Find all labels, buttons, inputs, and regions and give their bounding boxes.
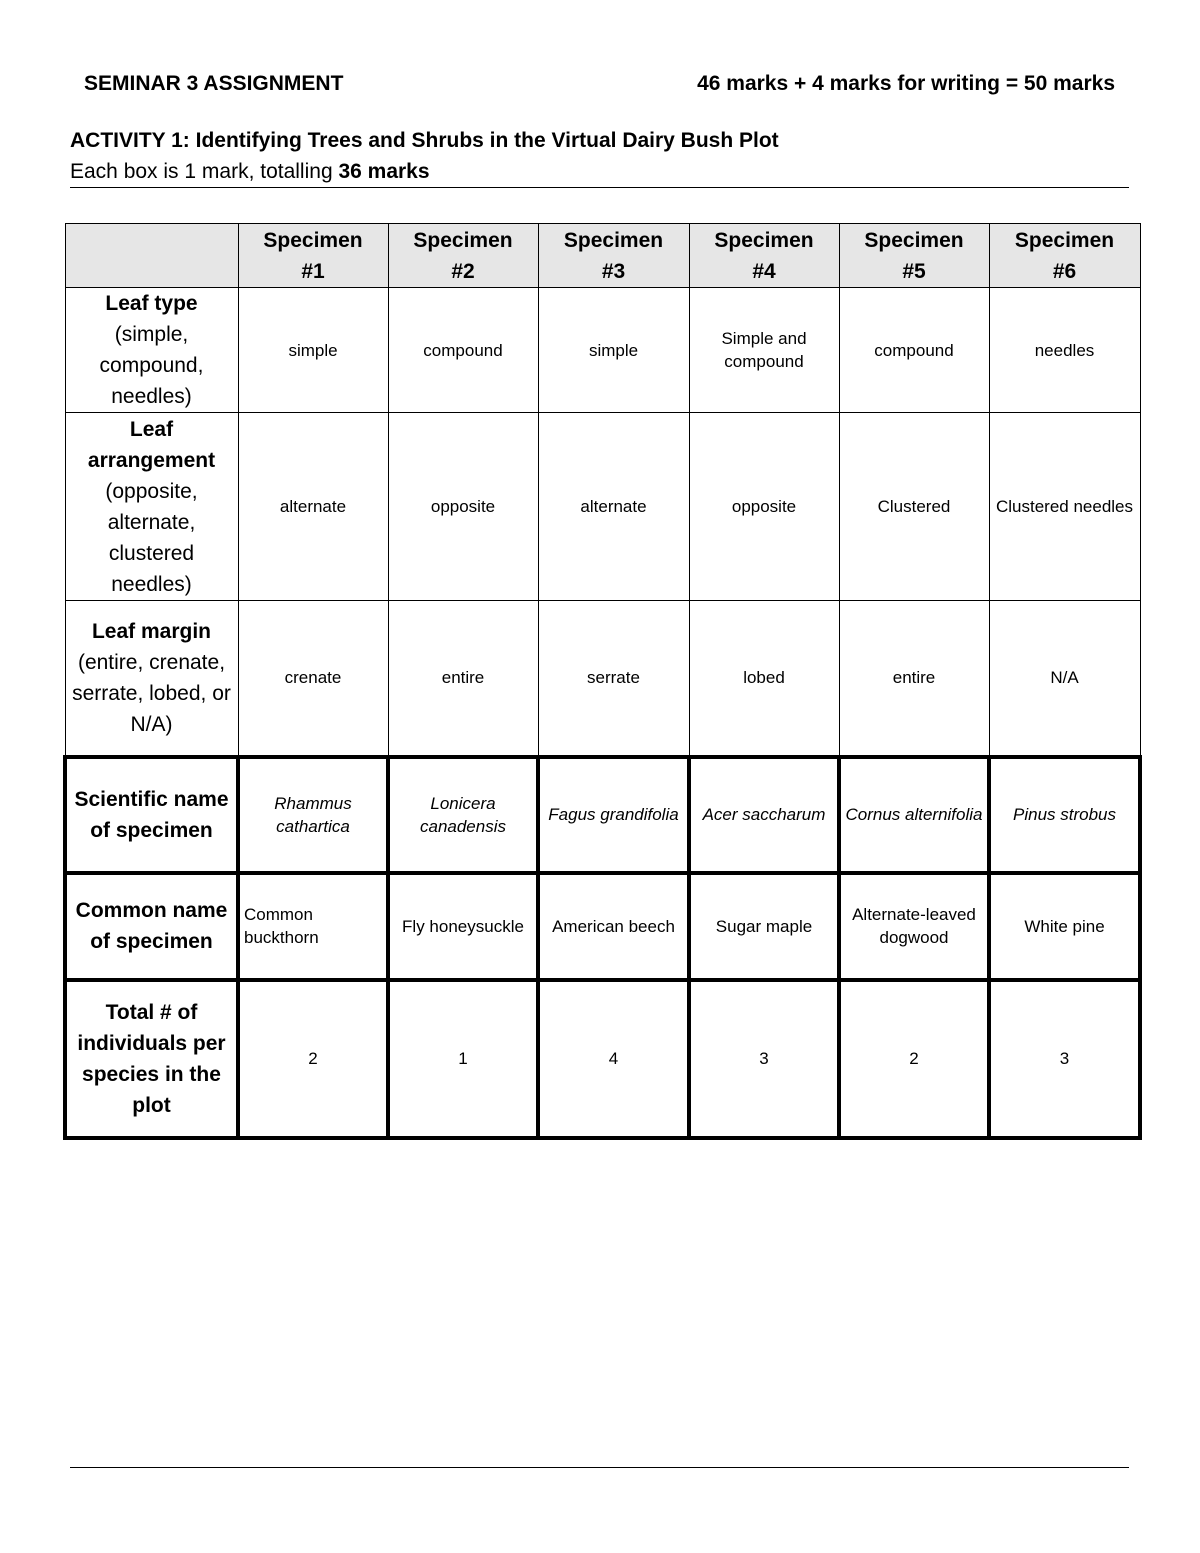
table-row-leaf-margin bbox=[65, 601, 1140, 757]
column-header-number: #4 bbox=[752, 259, 776, 283]
assignment-title: SEMINAR 3 ASSIGNMENT bbox=[84, 72, 344, 95]
table-cell: Clustered bbox=[839, 413, 989, 601]
table-cell: Fagus grandifolia bbox=[538, 757, 689, 873]
column-header-label: Specimen bbox=[563, 228, 664, 252]
table-cell: compound bbox=[388, 288, 538, 413]
table-row-leaf-type bbox=[65, 288, 1140, 413]
row-header-bold: Leaf type bbox=[105, 292, 198, 315]
column-header-label: Specimen bbox=[413, 228, 513, 252]
table-cell: alternate bbox=[538, 413, 689, 601]
row-header-leaf-arrangement bbox=[65, 413, 238, 601]
row-header-options: (entire, crenate, serrate, lobed, or N/A) bbox=[72, 650, 231, 736]
row-header-common-name: Common name of specimen bbox=[65, 873, 238, 980]
row-header-options: (opposite, alternate, clustered needles) bbox=[105, 479, 198, 596]
table-cell: simple bbox=[238, 288, 388, 413]
table-cell: simple bbox=[538, 288, 689, 413]
table-corner-cell bbox=[65, 224, 238, 288]
table-cell: Sugar maple bbox=[689, 873, 839, 980]
row-header-options: (simple, compound, needles) bbox=[99, 323, 204, 408]
table-cell: Rhammus cathartica bbox=[238, 757, 388, 873]
table-cell: Common buckthorn bbox=[238, 873, 388, 980]
table-cell: entire bbox=[839, 601, 989, 757]
table-cell: Pinus strobus bbox=[989, 757, 1140, 873]
column-header-number: #6 bbox=[1052, 259, 1077, 283]
activity-subtitle-marks: 36 marks bbox=[338, 160, 430, 183]
bottom-divider bbox=[70, 1467, 1129, 1468]
specimen-table bbox=[63, 223, 1142, 1140]
column-header-label: Specimen bbox=[263, 228, 363, 252]
table-cell: Acer saccharum bbox=[689, 757, 839, 873]
column-header-label: Specimen bbox=[714, 228, 814, 252]
table-row-common-name bbox=[65, 873, 1140, 980]
column-header-specimen-3 bbox=[538, 224, 689, 288]
table-cell: alternate bbox=[238, 413, 388, 601]
column-header-label: Specimen bbox=[864, 228, 964, 252]
table-cell: American beech bbox=[538, 873, 689, 980]
column-header-number: #5 bbox=[902, 259, 926, 283]
column-header-number: #2 bbox=[451, 259, 475, 283]
table-cell: 1 bbox=[388, 980, 538, 1138]
table-cell: Clustered needles bbox=[989, 413, 1140, 601]
table-cell: 2 bbox=[238, 980, 388, 1138]
marks-summary: 46 marks + 4 marks for writing = 50 marks bbox=[697, 72, 1115, 95]
column-header-number: #3 bbox=[601, 259, 626, 283]
column-header-specimen-5 bbox=[839, 224, 989, 288]
table-row-total-individuals bbox=[65, 980, 1140, 1138]
row-header-leaf-type bbox=[65, 288, 238, 413]
activity-subtitle bbox=[70, 160, 430, 184]
column-header-number: #1 bbox=[301, 259, 325, 283]
column-header-specimen-4 bbox=[689, 224, 839, 288]
column-header-label: Specimen bbox=[1014, 228, 1115, 252]
table-cell: needles bbox=[989, 288, 1140, 413]
table-cell: opposite bbox=[689, 413, 839, 601]
table-cell: Fly honeysuckle bbox=[388, 873, 538, 980]
table-header-row bbox=[65, 224, 1140, 288]
table-cell: 2 bbox=[839, 980, 989, 1138]
table-row-leaf-arrangement bbox=[65, 413, 1140, 601]
table-cell: Simple and compound bbox=[689, 288, 839, 413]
table-cell: crenate bbox=[238, 601, 388, 757]
top-divider bbox=[70, 187, 1129, 188]
row-header-scientific-name: Scientific name of specimen bbox=[65, 757, 238, 873]
activity-subtitle-text: Each box is 1 mark, totalling bbox=[70, 160, 339, 183]
table-cell: serrate bbox=[538, 601, 689, 757]
table-cell: entire bbox=[388, 601, 538, 757]
activity-title: ACTIVITY 1: Identifying Trees and Shrubs in the Virtual Dairy Bush Plot bbox=[70, 129, 779, 152]
table-cell: N/A bbox=[989, 601, 1140, 757]
table-cell: Cornus alternifolia bbox=[839, 757, 989, 873]
table-cell: 4 bbox=[538, 980, 689, 1138]
row-header-leaf-margin bbox=[65, 601, 238, 757]
row-header-total-individuals: Total # of individuals per species in the plot bbox=[65, 980, 238, 1138]
column-header-specimen-1 bbox=[238, 224, 388, 288]
table-cell: Alternate-leaved dogwood bbox=[839, 873, 989, 980]
table-cell: 3 bbox=[989, 980, 1140, 1138]
table-cell: Lonicera canadensis bbox=[388, 757, 538, 873]
table-cell: opposite bbox=[388, 413, 538, 601]
table-cell: lobed bbox=[689, 601, 839, 757]
table-cell: White pine bbox=[989, 873, 1140, 980]
table-cell: compound bbox=[839, 288, 989, 413]
column-header-specimen-6 bbox=[989, 224, 1140, 288]
table-cell: 3 bbox=[689, 980, 839, 1138]
row-header-bold: Leaf arrangement bbox=[87, 417, 216, 472]
table-row-scientific-name bbox=[65, 757, 1140, 873]
column-header-specimen-2 bbox=[388, 224, 538, 288]
row-header-bold: Leaf margin bbox=[91, 619, 212, 643]
